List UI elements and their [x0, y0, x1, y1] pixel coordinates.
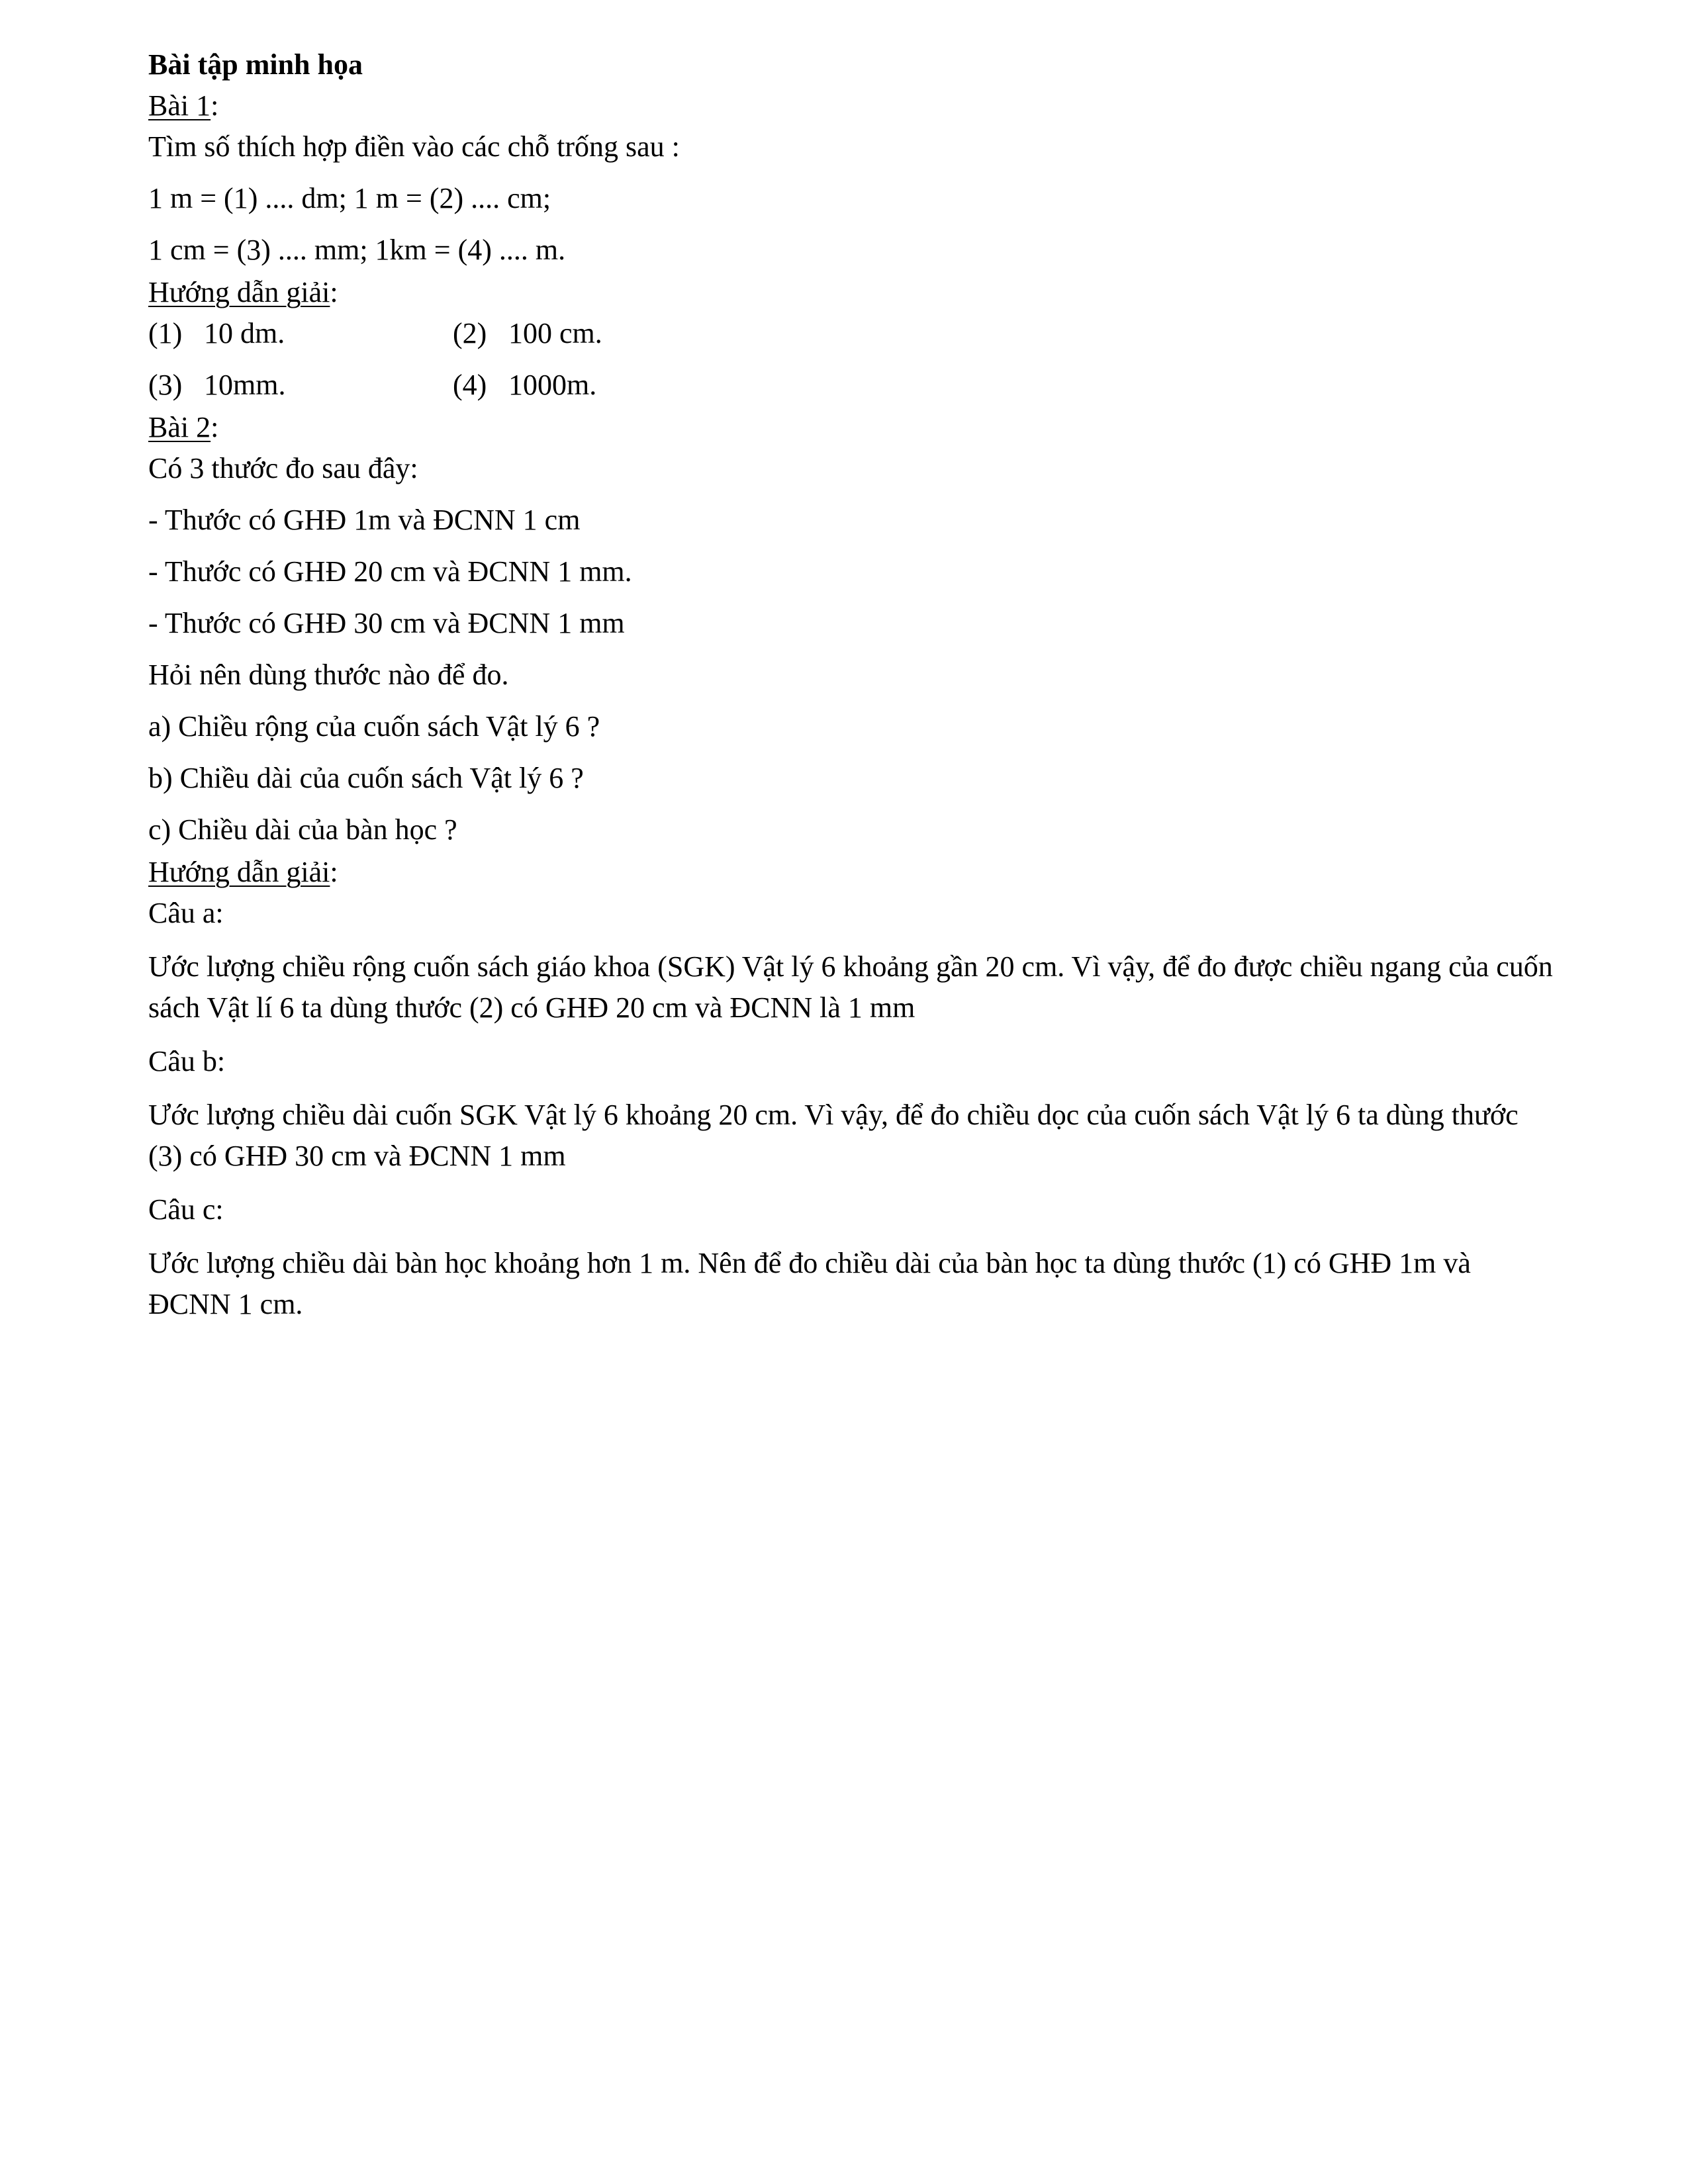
question-part-a: a) Chiều rộng của cuốn sách Vật lý 6 ?	[148, 710, 600, 743]
exercise-1-guide-label: Hướng dẫn giải	[148, 276, 330, 308]
exercise-1-answer-3	[148, 367, 453, 409]
exercise-1-prompt: Tìm số thích hợp điền vào các chỗ trống sau :	[148, 130, 680, 163]
exercise-1-line-2: 1 cm = (3) .... mm; 1km = (4) .... m.	[148, 234, 566, 266]
exercise-1-guide-colon: :	[330, 276, 338, 308]
exercise-1-heading	[148, 87, 1558, 128]
answer-text: 100 cm.	[508, 317, 602, 349]
ruler-option-1: - Thước có GHĐ 1m và ĐCNN 1 cm	[148, 504, 581, 536]
exercise-2-guide-heading	[148, 854, 1558, 895]
answer-text-c: Ước lượng chiều dài bàn học khoảng hơn 1 m. Nên để đo chiều dài của bàn học ta dùng thước (1) có GHĐ 1m và ĐCNN 1 cm.	[148, 1247, 1471, 1320]
exercise-1-line-1: 1 m = (1) .... dm; 1 m = (2) .... cm;	[148, 182, 551, 214]
exercise-1-answer-row	[148, 315, 1558, 367]
answer-text-b: Ước lượng chiều dài cuốn SGK Vật lý 6 khoảng 20 cm. Vì vậy, để đo chiều dọc của cuốn sách Vật lý 6 ta dùng thước (3) có GHĐ 30 cm và ĐCNN 1 mm	[148, 1099, 1519, 1172]
answer-label-b: Câu b:	[148, 1045, 226, 1077]
question-part-b: b) Chiều dài của cuốn sách Vật lý 6 ?	[148, 762, 584, 794]
answer-label-c: Câu c:	[148, 1193, 224, 1226]
exercise-2-guide-colon: :	[330, 856, 338, 888]
exercise-2-heading-colon: :	[211, 411, 219, 443]
exercise-2-guide-label: Hướng dẫn giải	[148, 856, 330, 888]
answer-number: (3)	[148, 369, 183, 401]
exercise-1-answer-row	[148, 367, 1558, 409]
exercise-1-answer-2	[453, 315, 602, 367]
exercise-2-heading	[148, 409, 1558, 450]
exercise-1-guide-heading	[148, 274, 1558, 315]
document-page	[148, 46, 1558, 1340]
page-title: Bài tập minh họa	[148, 48, 363, 81]
exercise-2-heading-label: Bài 2	[148, 411, 211, 443]
answer-number: (2)	[453, 317, 487, 349]
answer-text-a: Ước lượng chiều rộng cuốn sách giáo khoa (SGK) Vật lý 6 khoảng gần 20 cm. Vì vậy, để đo được chiều ngang của cuốn sách Vật lí 6 ta dùng thước (2) có GHĐ 20 cm và ĐCNN là 1 mm	[148, 950, 1553, 1024]
answer-number: (4)	[453, 369, 487, 401]
answer-text: 10 dm.	[204, 317, 285, 349]
ruler-option-2: - Thước có GHĐ 20 cm và ĐCNN 1 mm.	[148, 555, 632, 588]
exercise-1-answer-1	[148, 315, 453, 367]
question-part-c: c) Chiều dài của bàn học ?	[148, 813, 457, 846]
ruler-option-3: - Thước có GHĐ 30 cm và ĐCNN 1 mm	[148, 607, 625, 639]
answer-label-a: Câu a:	[148, 897, 224, 929]
exercise-1-heading-label: Bài 1	[148, 89, 211, 122]
exercise-2-question: Hỏi nên dùng thước nào để đo.	[148, 659, 509, 691]
answer-text: 10mm.	[204, 369, 286, 401]
exercise-1-answer-4	[453, 367, 596, 409]
exercise-2-intro: Có 3 thước đo sau đây:	[148, 452, 418, 484]
answer-number: (1)	[148, 317, 183, 349]
answer-text: 1000m.	[508, 369, 597, 401]
exercise-1-heading-colon: :	[211, 89, 219, 122]
